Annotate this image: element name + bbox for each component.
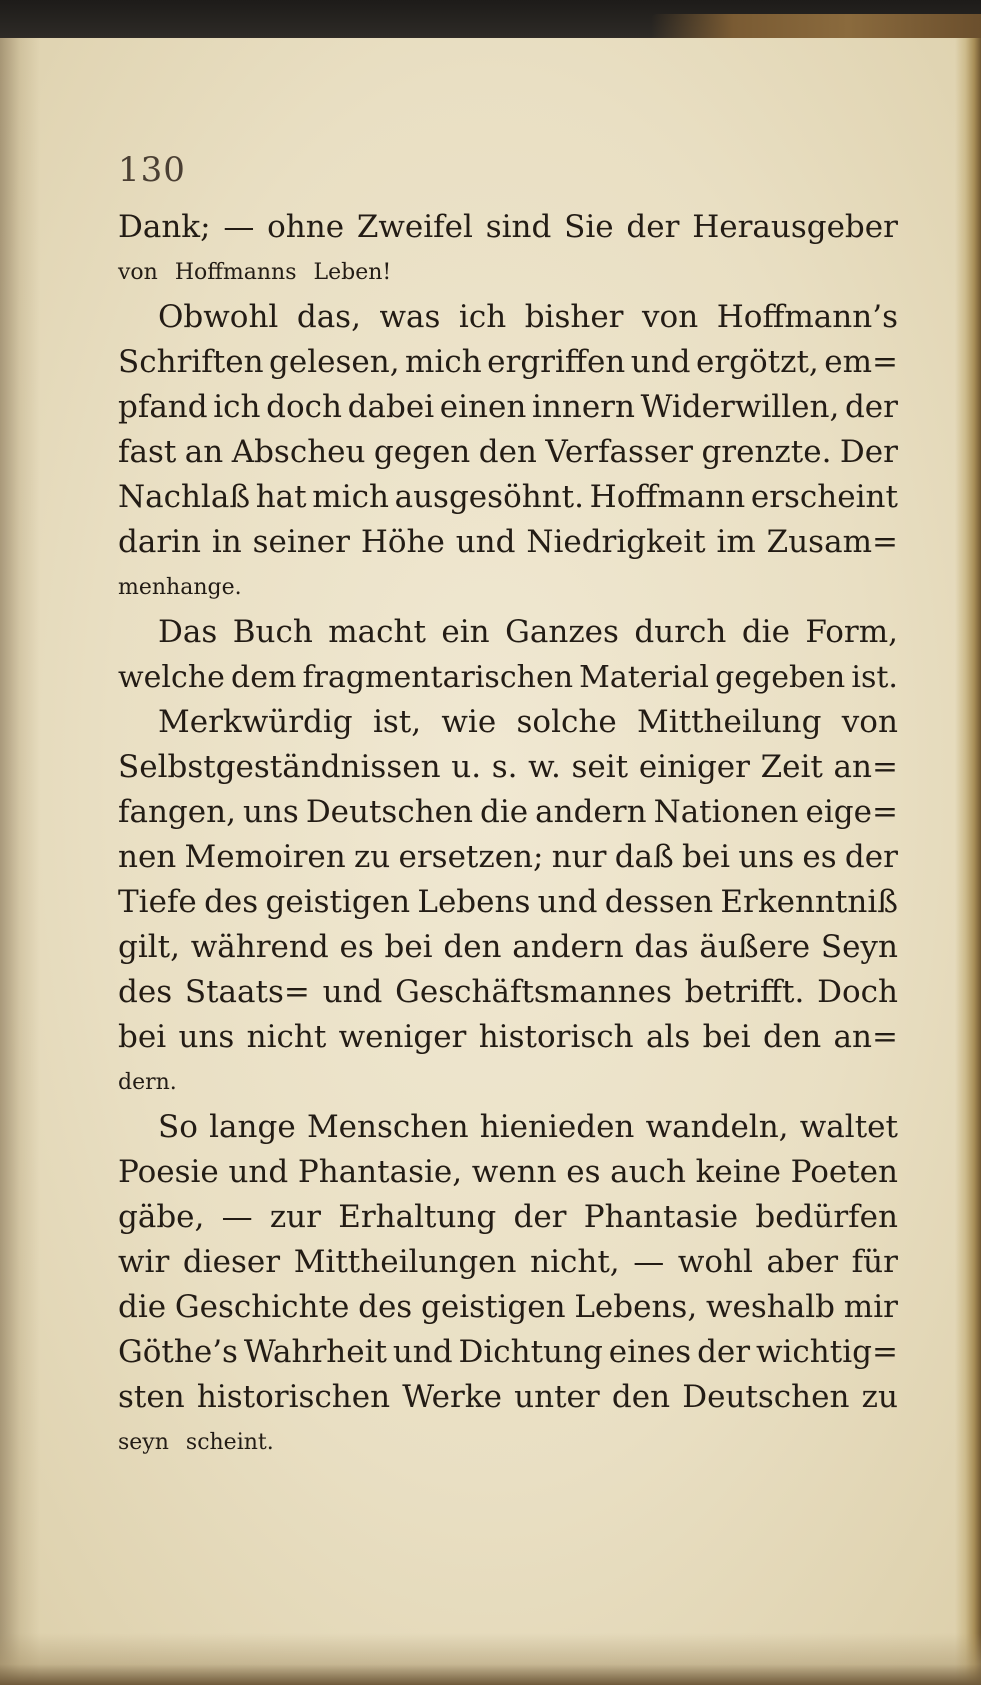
- word: es: [566, 1154, 601, 1190]
- word: gegeben: [715, 660, 846, 695]
- word: darin: [118, 524, 202, 560]
- word: und: [392, 1334, 453, 1370]
- word: des: [358, 1289, 413, 1325]
- word: einiger: [638, 749, 750, 785]
- word: die: [480, 794, 529, 830]
- page-gutter-shadow: [0, 38, 40, 1685]
- word: im: [716, 524, 756, 560]
- word: Abscheu: [231, 434, 366, 470]
- word: andern: [535, 794, 647, 830]
- word: der: [513, 1199, 567, 1235]
- word: pfand: [118, 389, 208, 425]
- word: nicht,: [530, 1244, 620, 1280]
- word: Wahrheit: [243, 1334, 387, 1370]
- word: Das: [158, 614, 218, 650]
- text-line: [118, 205, 898, 250]
- word: sten: [118, 1379, 185, 1415]
- word: Deutschen: [305, 794, 473, 830]
- word: gelesen,: [269, 344, 400, 380]
- word: gäbe,: [118, 1199, 205, 1235]
- word: Material: [579, 660, 709, 695]
- word: Zeit: [760, 749, 823, 785]
- word: ist,: [372, 704, 422, 740]
- text-line: [118, 970, 898, 1015]
- word: eige=: [805, 794, 898, 830]
- word: Dank;: [118, 209, 211, 245]
- text-line: [118, 520, 898, 565]
- word: zu: [861, 1379, 898, 1415]
- word: das: [634, 929, 689, 965]
- word: welche: [118, 660, 225, 695]
- word: Lebens: [417, 884, 531, 920]
- word: Buch: [232, 614, 313, 650]
- word: fragmentarischen: [302, 660, 574, 695]
- word: unter: [514, 1379, 600, 1415]
- word: den: [443, 929, 502, 965]
- word: bisher: [524, 299, 624, 335]
- word: Niedrigkeit: [526, 524, 706, 560]
- word: von: [642, 299, 699, 335]
- word: Göthe’s: [118, 1334, 238, 1370]
- word: Hoffmann’s: [716, 299, 898, 335]
- word: es: [802, 839, 837, 875]
- word: Nachlaß: [118, 479, 251, 515]
- text-line: [118, 430, 898, 475]
- text-line: [118, 1150, 898, 1195]
- text-line: [118, 610, 898, 655]
- word: wir: [118, 1244, 170, 1280]
- word: fangen,: [118, 794, 236, 830]
- word: mich: [312, 479, 389, 515]
- text-line: [118, 745, 898, 790]
- word: ich: [458, 299, 507, 335]
- word: und: [228, 1154, 289, 1190]
- word: ergötzt,: [696, 344, 819, 380]
- word: mir: [843, 1289, 898, 1325]
- word: Phantasie: [583, 1199, 739, 1235]
- word: historisch: [478, 1019, 634, 1055]
- word: während: [190, 929, 329, 965]
- text-line: [118, 655, 898, 700]
- word: zu: [353, 839, 391, 875]
- word: Widerwillen,: [640, 389, 840, 425]
- word: Obwohl: [158, 299, 279, 335]
- word: den: [478, 434, 537, 470]
- word: als: [645, 1019, 691, 1055]
- text-line: seyn scheint.: [118, 1430, 274, 1455]
- word: uns: [242, 794, 299, 830]
- text-line: [118, 340, 898, 385]
- word: das,: [296, 299, 361, 335]
- word: äußere: [699, 929, 811, 965]
- text-line: [118, 1285, 898, 1330]
- text-line: dern.: [118, 1070, 177, 1095]
- word: Seyn: [820, 929, 898, 965]
- word: lange: [209, 1109, 296, 1145]
- text-line: menhange.: [118, 575, 242, 600]
- word: Geschäftsmannes: [395, 974, 672, 1010]
- text-line: [118, 1015, 898, 1060]
- word: nur: [551, 839, 607, 875]
- word: s.: [491, 749, 518, 785]
- word: Menschen: [306, 1109, 469, 1145]
- word: geistigen: [421, 1289, 566, 1325]
- word: dabei: [347, 389, 435, 425]
- word: uns: [178, 1019, 235, 1055]
- word: geistigen: [265, 884, 411, 920]
- text-line: [118, 1105, 898, 1150]
- text-line: [118, 790, 898, 835]
- word: So: [158, 1109, 198, 1145]
- word: betrifft.: [684, 974, 805, 1010]
- word: Tiefe: [118, 884, 197, 920]
- word: Dichtung: [458, 1334, 603, 1370]
- word: für: [851, 1244, 898, 1280]
- word: keine: [695, 1154, 781, 1190]
- word: was: [379, 299, 441, 335]
- page-number: 130: [118, 150, 186, 190]
- word: sind: [485, 209, 552, 245]
- word: Verfasser: [545, 434, 693, 470]
- body-text: [118, 205, 898, 1465]
- word: Höhe: [360, 524, 445, 560]
- word: des: [204, 884, 259, 920]
- word: innern: [531, 389, 635, 425]
- word: nen: [118, 839, 177, 875]
- word: des: [118, 974, 173, 1010]
- word: ohne: [267, 209, 345, 245]
- text-line: [118, 880, 898, 925]
- text-line: [118, 1195, 898, 1240]
- word: gegen: [373, 434, 471, 470]
- word: macht: [328, 614, 426, 650]
- word: es: [339, 929, 374, 965]
- word: ich: [213, 389, 261, 425]
- text-line: [118, 385, 898, 430]
- word: wandeln,: [645, 1109, 789, 1145]
- word: an: [184, 434, 224, 470]
- word: erscheint: [750, 479, 898, 515]
- word: uns: [738, 839, 795, 875]
- word: auch: [610, 1154, 686, 1190]
- word: wie: [441, 704, 497, 740]
- word: gilt,: [118, 929, 180, 965]
- word: Hoffmann: [589, 479, 746, 515]
- word: der: [844, 389, 898, 425]
- word: weniger: [338, 1019, 467, 1055]
- word: waltet: [799, 1109, 898, 1145]
- word: eines: [608, 1334, 692, 1370]
- word: ist.: [851, 660, 898, 695]
- word: daß: [614, 839, 674, 875]
- word: historischen: [196, 1379, 391, 1415]
- word: wohl: [677, 1244, 753, 1280]
- word: den: [611, 1379, 671, 1415]
- word: Phantasie,: [297, 1154, 463, 1190]
- word: Geschichte: [174, 1289, 350, 1325]
- word: in: [211, 524, 242, 560]
- word: bei: [681, 839, 731, 875]
- word: die: [741, 614, 790, 650]
- word: Merkwürdig: [158, 704, 353, 740]
- word: bedürfen: [755, 1199, 898, 1235]
- text-line: [118, 475, 898, 520]
- word: weshalb: [706, 1289, 835, 1325]
- word: und: [630, 344, 691, 380]
- word: seit: [571, 749, 629, 785]
- word: Erkenntniß: [720, 884, 898, 920]
- word: fast: [118, 434, 177, 470]
- word: ein: [441, 614, 490, 650]
- word: grenzte.: [701, 434, 832, 470]
- word: Staats=: [184, 974, 310, 1010]
- word: Deutschen: [682, 1379, 850, 1415]
- word: mich: [405, 344, 482, 380]
- word: und: [455, 524, 516, 560]
- word: die: [118, 1289, 167, 1325]
- word: Mittheilung: [636, 704, 822, 740]
- word: Form,: [805, 614, 898, 650]
- word: Schriften: [118, 344, 264, 380]
- page-right-edge: [955, 38, 981, 1685]
- word: w.: [528, 749, 561, 785]
- word: an=: [833, 1019, 898, 1055]
- word: der: [844, 839, 898, 875]
- word: Zweifel: [356, 209, 473, 245]
- text-line: [118, 1330, 898, 1375]
- word: bei: [702, 1019, 751, 1055]
- word: und: [322, 974, 383, 1010]
- word: Memoiren: [184, 839, 346, 875]
- text-line: [118, 1375, 898, 1420]
- text-line: [118, 835, 898, 880]
- word: wenn: [471, 1154, 557, 1190]
- word: nicht: [246, 1019, 327, 1055]
- word: —: [221, 1199, 253, 1235]
- word: ergriffen: [487, 344, 626, 380]
- word: an=: [833, 749, 898, 785]
- word: Der: [839, 434, 898, 470]
- word: Werke: [402, 1379, 502, 1415]
- word: Erhaltung: [338, 1199, 497, 1235]
- word: seiner: [252, 524, 350, 560]
- word: u.: [451, 749, 482, 785]
- word: der: [626, 209, 680, 245]
- word: ersetzen;: [398, 839, 544, 875]
- word: zur: [269, 1199, 321, 1235]
- text-line: [118, 1240, 898, 1285]
- word: einen: [439, 389, 527, 425]
- word: Poesie: [118, 1154, 219, 1190]
- word: Herausgeber: [692, 209, 898, 245]
- text-line: [118, 295, 898, 340]
- word: —: [633, 1244, 665, 1280]
- word: wichtig=: [755, 1334, 898, 1370]
- word: und: [537, 884, 598, 920]
- word: der: [697, 1334, 751, 1370]
- word: Selbstgeständnissen: [118, 749, 441, 785]
- word: Nationen: [653, 794, 799, 830]
- word: em=: [824, 344, 898, 380]
- word: Doch: [817, 974, 898, 1010]
- word: doch: [266, 389, 343, 425]
- word: Sie: [564, 209, 614, 245]
- word: von: [841, 704, 898, 740]
- word: hienieden: [479, 1109, 635, 1145]
- word: Ganzes: [505, 614, 619, 650]
- word: solche: [516, 704, 617, 740]
- word: den: [763, 1019, 822, 1055]
- word: andern: [512, 929, 624, 965]
- word: Mittheilungen: [293, 1244, 517, 1280]
- word: hat: [255, 479, 307, 515]
- text-line: von Hoffmanns Leben!: [118, 260, 392, 285]
- word: bei: [384, 929, 433, 965]
- word: durch: [634, 614, 727, 650]
- word: Poeten: [790, 1154, 898, 1190]
- word: aber: [766, 1244, 839, 1280]
- text-line: [118, 925, 898, 970]
- word: —: [223, 209, 255, 245]
- word: dem: [231, 660, 297, 695]
- word: dieser: [182, 1244, 281, 1280]
- word: Zusam=: [766, 524, 898, 560]
- word: Lebens,: [574, 1289, 698, 1325]
- text-line: [118, 700, 898, 745]
- word: bei: [118, 1019, 167, 1055]
- page-bottom-edge: [0, 1633, 981, 1685]
- word: dessen: [604, 884, 714, 920]
- word: ausgesöhnt.: [394, 479, 584, 515]
